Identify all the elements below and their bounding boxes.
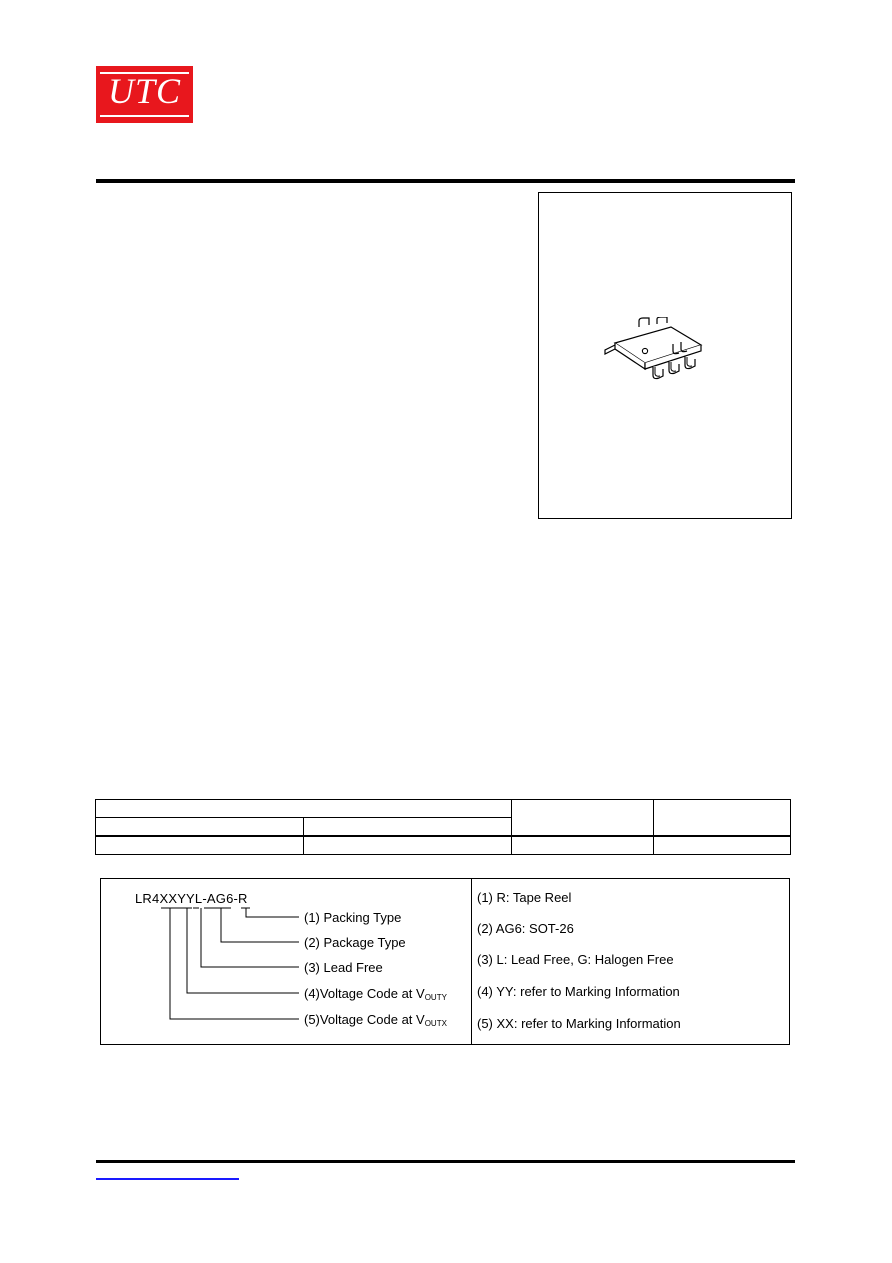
part-number-code: LR4XXYYL-AG6-R <box>135 891 248 906</box>
table-header-cell <box>96 818 304 837</box>
table-header-cell <box>654 800 791 837</box>
header-rule <box>96 179 795 183</box>
definition-package-type: (2) AG6: SOT-26 <box>477 921 574 936</box>
footer-rule <box>96 1160 795 1163</box>
table-header-cell <box>96 800 512 818</box>
table-header-cell <box>512 800 654 837</box>
table-header-cell <box>304 818 512 837</box>
label-voltage-code-y: (4)Voltage Code at $V_{OUTY}$ <box>304 986 447 1002</box>
table-cell <box>304 836 512 855</box>
part-number-breakdown <box>100 878 790 1045</box>
label-voltage-code-x: (5)Voltage Code at $V_{OUTX}$ <box>304 1012 447 1028</box>
table-cell <box>654 836 791 855</box>
definition-lead-free: (3) L: Lead Free, G: Halogen Free <box>477 952 674 967</box>
footer-link[interactable] <box>96 1178 239 1180</box>
package-image-box <box>538 192 792 519</box>
table-cell <box>96 836 304 855</box>
label-package-type: (2) Package Type <box>304 935 406 950</box>
definition-voltage-code-x: (5) XX: refer to Marking Information <box>477 1016 681 1031</box>
ordering-information-table <box>95 799 791 855</box>
sot-26-package-icon <box>601 317 711 387</box>
table-cell <box>512 836 654 855</box>
column-divider <box>471 879 472 1044</box>
utc-logo <box>96 66 193 123</box>
logo-text: UTC <box>107 71 182 111</box>
definition-packing-type: (1) R: Tape Reel <box>477 890 572 905</box>
label-packing-type: (1) Packing Type <box>304 910 402 925</box>
definition-voltage-code-y: (4) YY: refer to Marking Information <box>477 984 680 999</box>
label-lead-free: (3) Lead Free <box>304 960 383 975</box>
